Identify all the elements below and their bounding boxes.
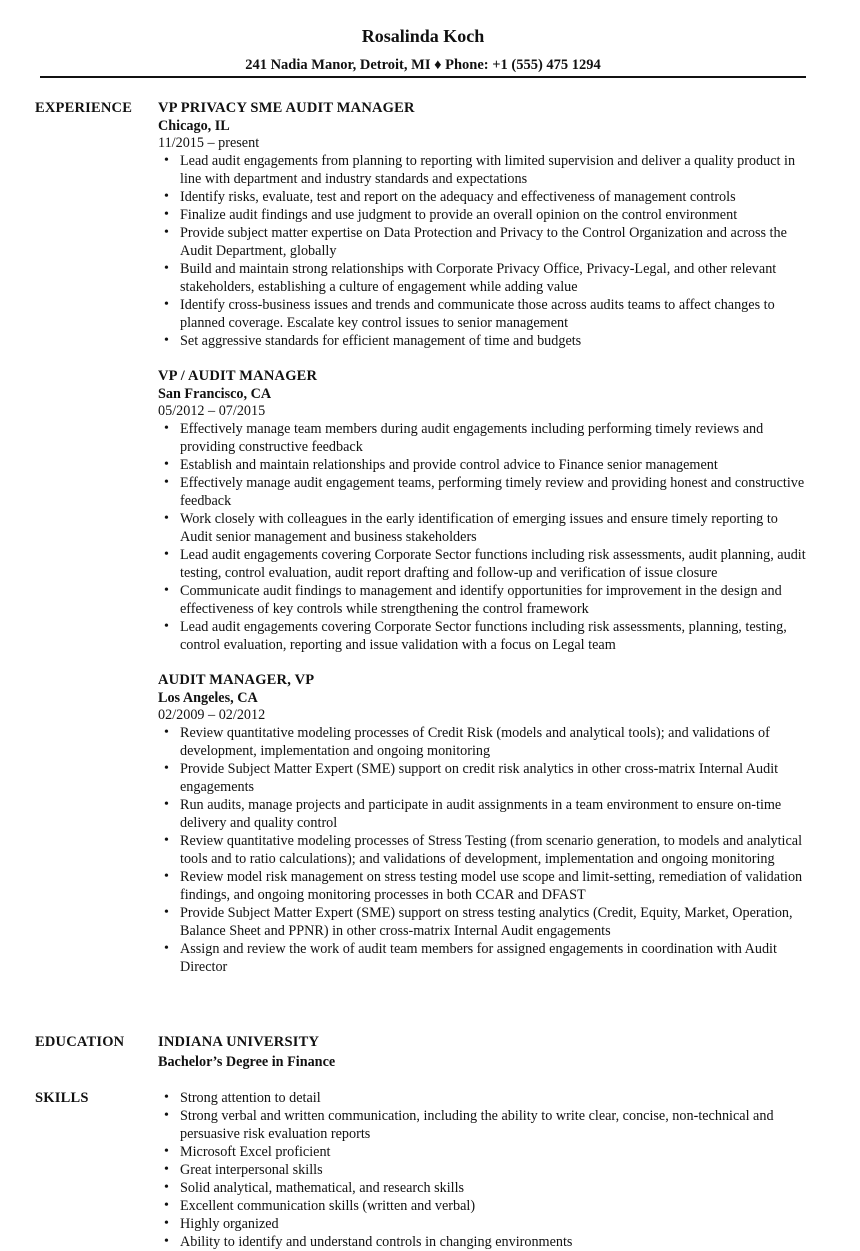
- job-dates: 05/2012 – 07/2015: [158, 403, 266, 419]
- job-bullet: • Review model risk management on stress testing model use scope and limit-setting, remediation of validation findings, and ongoing monitoring processes in both CCAR and DFAST: [180, 868, 818, 904]
- job-location: San Francisco, CA: [158, 386, 272, 402]
- job-bullet: • Provide subject matter expertise on Data Protection and Privacy to the Control Organization and across the Audit Department, globally: [180, 224, 818, 260]
- job-bullet-list: [158, 420, 818, 654]
- job-bullet: • Effectively manage audit engagement teams, performing timely review and providing honest and constructive feedback: [180, 474, 818, 510]
- job-bullet: • Set aggressive standards for efficient management of time and budgets: [180, 332, 818, 350]
- job-title: AUDIT MANAGER, VP: [158, 672, 315, 688]
- job-entry: [158, 671, 818, 976]
- job-entry: [158, 99, 818, 350]
- contact-line: 241 Nadia Manor, Detroit, MI ♦ Phone: +1 (555) 475 1294: [245, 57, 601, 73]
- skill-item: • Strong attention to detail: [180, 1089, 818, 1107]
- degree: Bachelor’s Degree in Finance: [158, 1054, 336, 1070]
- job-title: VP PRIVACY SME AUDIT MANAGER: [158, 100, 415, 116]
- skill-item: • Excellent communication skills (written and verbal): [180, 1197, 818, 1215]
- job-bullet: • Work closely with colleagues in the early identification of emerging issues and ensure timely reporting to Audit senior management and business stakeholders: [180, 510, 818, 546]
- education-body: [158, 1033, 818, 1071]
- job-bullet: • Assign and review the work of audit team members for assigned engagements in coordination with Audit Director: [180, 940, 818, 976]
- job-bullet: • Establish and maintain relationships and provide control advice to Finance senior management: [180, 456, 818, 474]
- experience-body: [158, 99, 818, 976]
- job-bullet: • Build and maintain strong relationships with Corporate Privacy Office, Privacy-Legal, and other relevant stakeholders, establishing a culture of engagement while adding value: [180, 260, 818, 296]
- job-location: Chicago, IL: [158, 118, 230, 134]
- section-heading-skills: SKILLS: [35, 1090, 89, 1106]
- skill-item: • Great interpersonal skills: [180, 1161, 818, 1179]
- skill-item: • Solid analytical, mathematical, and research skills: [180, 1179, 818, 1197]
- section-heading-experience: EXPERIENCE: [35, 100, 133, 116]
- job-dates: 11/2015 – present: [158, 135, 260, 151]
- job-bullet: • Identify cross-business issues and trends and communicate those across audits teams to affect changes to planned coverage. Escalate key control issues to senior management: [180, 296, 818, 332]
- job-bullet: • Finalize audit findings and use judgment to provide an overall opinion on the control environment: [180, 206, 818, 224]
- candidate-name: Rosalinda Koch: [361, 26, 485, 46]
- job-bullet: • Provide Subject Matter Expert (SME) support on stress testing analytics (Credit, Equity, Market, Operation, Balance Sheet and PPNR) in other cross-matrix Internal Audit engagements: [180, 904, 818, 940]
- header-divider: [40, 76, 806, 78]
- job-bullet: • Review quantitative modeling processes of Stress Testing (from scenario generation, to models and analytical tools and to ratio calculations); and validations of development, implementation and ongoing monitoring: [180, 832, 818, 868]
- job-bullet: • Lead audit engagements covering Corporate Sector functions including risk assessments, planning, testing, control evaluation, reporting and issue validation with a focus on Legal team: [180, 618, 818, 654]
- skills-list: [158, 1089, 818, 1251]
- job-bullet-list: [158, 152, 818, 350]
- skill-item: • Ability to identify and understand controls in changing environments: [180, 1233, 818, 1251]
- skill-item: • Highly organized: [180, 1215, 818, 1233]
- resume-header: [0, 24, 846, 74]
- job-bullet: • Communicate audit findings to management and identify opportunities for improvement in the design and effectiveness of key controls while strengthening the control framework: [180, 582, 818, 618]
- job-dates: 02/2009 – 02/2012: [158, 707, 266, 723]
- job-bullet: • Provide Subject Matter Expert (SME) support on credit risk analytics in other cross-matrix Internal Audit engagements: [180, 760, 818, 796]
- job-bullet: • Lead audit engagements covering Corporate Sector functions including risk assessments, audit planning, audit testing, control evaluation, audit report drafting and follow-up and verification of issue closure: [180, 546, 818, 582]
- job-entry: [158, 367, 818, 654]
- job-bullet: • Run audits, manage projects and participate in audit assignments in a team environment to ensure on-time delivery and quality control: [180, 796, 818, 832]
- skill-item: • Microsoft Excel proficient: [180, 1143, 818, 1161]
- job-location: Los Angeles, CA: [158, 690, 258, 706]
- job-bullet: • Effectively manage team members during audit engagements including performing timely reviews and providing constructive feedback: [180, 420, 818, 456]
- job-bullet: • Identify risks, evaluate, test and report on the adequacy and effectiveness of management controls: [180, 188, 818, 206]
- skill-item: • Strong verbal and written communication, including the ability to write clear, concise, non-technical and persuasive risk evaluation reports: [180, 1107, 818, 1143]
- job-bullet: • Review quantitative modeling processes of Credit Risk (models and analytical tools); and validations of development, implementation and ongoing monitoring: [180, 724, 818, 760]
- job-bullet-list: [158, 724, 818, 976]
- section-heading-education: EDUCATION: [35, 1034, 125, 1050]
- skills-body: [158, 1089, 818, 1251]
- job-bullet: • Lead audit engagements from planning to reporting with limited supervision and deliver a quality product in line with department and industry standards and expectations: [180, 152, 818, 188]
- job-title: VP / AUDIT MANAGER: [158, 368, 318, 384]
- school-name: INDIANA UNIVERSITY: [158, 1034, 320, 1050]
